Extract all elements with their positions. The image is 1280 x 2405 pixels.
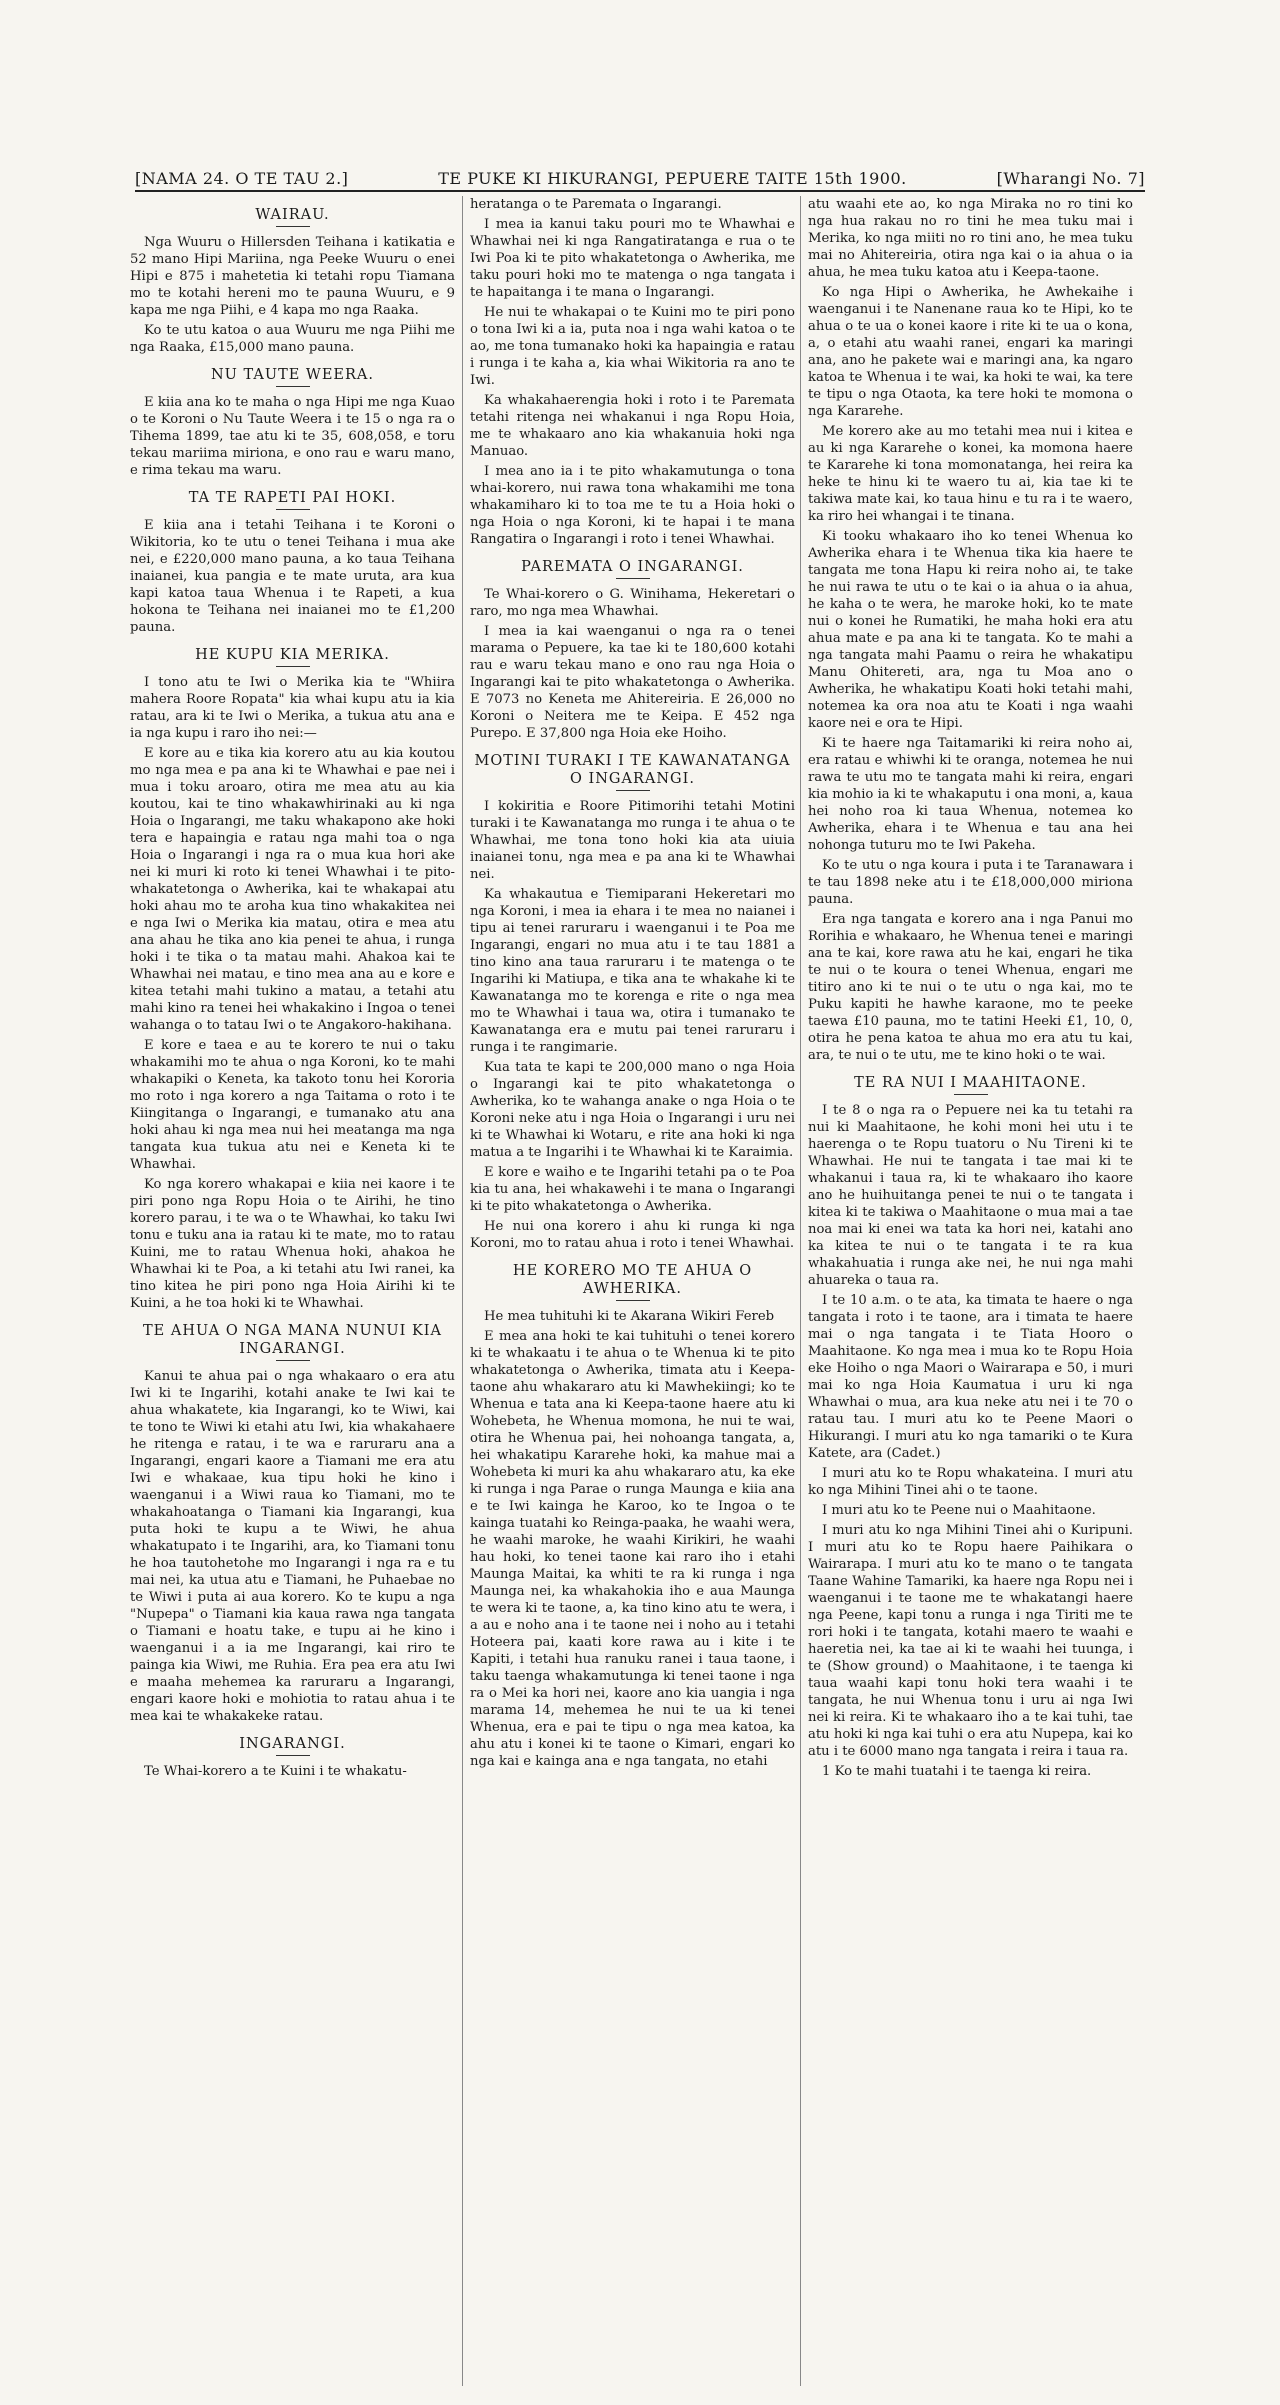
column-rule — [800, 196, 801, 2386]
paragraph: heratanga o te Paremata o Ingarangi. — [470, 197, 722, 212]
paragraph: E kiia ana ko te maha o nga Hipi me nga Kuao o te Koroni o Nu Taute Weera i te 15 o nga ra o Tihema 1899, tae atu ki te 35, 608,058, e toru tekau mariima miriona, e ono rau e waru mano, e rima tekau ma waru. — [130, 395, 455, 478]
paragraph: I te 8 o nga ra o Pepuere nei ka tu tetahi ra nui ki Maahitaone, he kohi moni hei utu i te haerenga o te Ropu tuatoru o Nu Tireni ki te Whawhai. He nui te tangata i tae mai ki te whakanui i taua ra, ki te whakaaro iho kaore ano he huihuitanga penei te nui o te tangata i kitea ki te takiwa o Maahitaone o mua mai a tae noa mai ki enei wa tata ka hori nei, katahi ano ka kitea te nui o te tangata i te ra kua whakahuatia i runga ake nei, he nui nga mahi ahuareka o taua ra. — [808, 1103, 1133, 1288]
issue-number: [NAMA 24. O TE TAU 2.] — [135, 169, 349, 188]
divider — [276, 1360, 310, 1361]
paper-title-date: TE PUKE KI HIKURANGI, PEPUERE TAITE 15th 1900. — [438, 169, 907, 188]
paragraph: Ki tooku whakaaro iho ko tenei Whenua ko Awherika ehara i te Whenua tika kia haere te tangata me tona Hapu ki reira noho ai, te take he nui rawa te utu o te kai o ia ahua o ia ahua, he kaha o te wera, he maroke hoki, ko te mate nui o konei he Rumatiki, he maha hoki era atu ahua mate e pa ana ki te tangata. Ko te mahi a nga tangata mahi Paamu o reira he whakatipu Manu Ohitereti, ara, nga tu Moa ano o Awherika, he whakatipu Koati hoki tetahi mahi, notemea ka ora noa atu te Koati i nga waahi kaore nei e ora te Hipi. — [808, 529, 1133, 731]
paragraph: Ko nga Hipi o Awherika, he Awhekaihe i waenganui i te Nanenane raua ko te Hipi, ko te ahua o te ua o konei kaore i rite ki te ua o kona, a, o etahi atu waahi ranei, engari ka maringi ana, ano he pakete wai e maringi ana, ka ngaro katoa te Whenua i te wai, ka hoki te wai, ka tere te tipu o nga Otaota, ka tere hoki te momona o nga Kararehe. — [808, 285, 1133, 419]
column-2 — [470, 196, 795, 2396]
article-title-wairau: WAIRAU. — [255, 207, 330, 223]
divider — [276, 386, 310, 387]
paragraph: Te Whai-korero o G. Winihama, Hekeretari o raro, mo nga mea Whawhai. — [470, 587, 795, 619]
paragraph: Ka whakahaerengia hoki i roto i te Paremata tetahi ritenga nei whakanui i nga Ropu Hoia, me te whakaaro ano kia whakanuia hoki nga Manuao. — [470, 393, 795, 459]
divider — [954, 1094, 988, 1095]
paragraph: Ko te utu katoa o aua Wuuru me nga Piihi me nga Raaka, £15,000 mano pauna. — [130, 323, 455, 355]
paragraph: Kua tata te kapi te 200,000 mano o nga Hoia o Ingarangi kai te pito whakatetonga o Awherika, ko te wahanga anake o nga Hoia o te Koroni neke atu i nga Hoia o Ingarangi i uru nei ki te Whawhai ki Wotaru, e rite ana hoki ki nga matua a te Ingarihi i te Whawhai ki te Karaimia. — [470, 1060, 795, 1160]
paragraph: I muri atu ko nga Mihini Tinei ahi o Kuripuni. I muri atu ko te Ropu haere Paihikara o Wairarapa. I muri atu ko te mano o te tangata Taane Wahine Tamariki, ka haere nga Ropu nei i waenganui i te taone me te whakatangi haere nga Peene, kapi tonu a runga i nga Tiriti me te rori hoki i te tangata, kotahi maero te waahi e haeretia nei, ka tae ai ki te waahi hei tuunga, i te (Show ground) o Maahitaone, i te taenga ki taua waahi kapi tonu hoki tera waahi i te tangata, he nui Whenua tonu i uru ai nga Iwi nei ki reira. Ki te whakaaro iho a te kai tuhi, tae atu hoki ki nga kai tuhi o era atu Nupepa, kai ko atu i te 6000 mano nga tangata i reira i taua ra. — [808, 1523, 1133, 1759]
paragraph: 1 Ko te mahi tuatahi i te taenga ki reira. — [822, 1764, 1092, 1779]
masthead — [135, 158, 1145, 192]
paragraph: I te 10 a.m. o te ata, ka timata te haere o nga tangata i roto i te taone, ara i timata te haere mai o nga tangata i te Tiata Hooro o Maahitaone. Ko nga mea i mua ko te Ropu Hoia eke Hoiho o nga Maori o Wairarapa e 50, i muri mai ko nga Hoia Kaumatua i uru ki nga Whawhai o mua, ara kua neke atu nei i te 70 o ratau tau. I muri atu ko te Peene Maori o Hikurangi. I muri atu ko nga tamariki o te Kura Katete, ara (Cadet.) — [808, 1293, 1133, 1461]
column-3 — [808, 196, 1133, 2396]
paragraph: He nui ona korero i ahu ki runga ki nga Koroni, mo to ratau ahua i roto i tenei Whawhai. — [470, 1219, 795, 1251]
divider — [616, 1300, 650, 1301]
paragraph: E kiia ana i tetahi Teihana i te Koroni o Wikitoria, ko te utu o tenei Teihana i mua ake nei, e £220,000 mano pauna, a ko taua Teihana inaianei, kua pangia e te mate uruta, ara kua kapi katoa taua Whenua i te Rapeti, a kua hokona te Teihana nei inaianei mo te £1,200 pauna. — [130, 518, 455, 635]
paragraph: Ki te haere nga Taitamariki ki reira noho ai, era ratau e whiwhi ki te oranga, notemea he nui rawa te utu mo te tangata mahi ki reira, engari kia mohio ia ki te whakaputu i ona moni, a, kaua hei noho roa ki taua Whenua, notemea ko Awherika, ehara i te Whenua e tau ana hei nohonga tuturu mo te Iwi Pakeha. — [808, 736, 1133, 853]
paragraph: Era nga tangata e korero ana i nga Panui mo Rorihia e whakaaro, he Whenua tenei e maringi ana te kai, kore rawa atu he kai, engari he tika te nui o te koura o tenei Whenua, engari me titiro ano ki te nui o te utu o nga kai, mo te Puku kapiti he hawhe karaone, mo te peeke taewa £10 pauna, mo te tatini Heeki £1, 10, 0, otira he pena katoa te ahua mo era atu tu kai, ara, te nui o te utu, me te kino hoki o te wai. — [808, 912, 1133, 1063]
article-title-ra-nui: TE RA NUI I MAAHITAONE. — [854, 1075, 1087, 1091]
paragraph: I mea ia kanui taku pouri mo te Whawhai e Whawhai nei ki nga Rangatiratanga e rua o te Iwi Poa ki te pito whakatetonga o Awherika, me taku pouri hoki mo te matenga o nga tangata i te hapaitanga i te mana o Ingarangi. — [470, 217, 795, 300]
paragraph: E kore e waiho e te Ingarihi tetahi pa o te Poa kia tu ana, hei whakawehi i te mana o Ingarangi ki te pito whakatetonga o Awherika. — [470, 1165, 795, 1214]
divider — [616, 578, 650, 579]
paragraph: He nui te whakapai o te Kuini mo te piri pono o tona Iwi ki a ia, puta noa i nga wahi katoa o te ao, me tona tumanako hoki ka hapaingia e ratau i runga i te kaha a, kia whai Wikitoria ra ano te Iwi. — [470, 305, 795, 388]
paragraph: Nga Wuuru o Hillersden Teihana i katikatia e 52 mano Hipi Mariina, nga Peeke Wuuru o enei Hipi e 875 i mahetetia ki tetahi ropu Tiamana mo te kotahi hereni mo te pauna Wuuru, e 9 kapa me nga Piihi, e 4 kapa mo nga Raaka. — [130, 235, 455, 318]
divider — [276, 1755, 310, 1756]
paragraph: Ka whakautua e Tiemiparani Hekeretari mo nga Koroni, i mea ia ehara i te mea no naianei i tipu ai tenei raruraru i waenganui i te Poa me Ingarangi, engari no mua atu i te tau 1881 a tino kino ana taua raruraru i te matenga o te Ingarihi ki Matiupa, e tika ana te whakahe ki te Kawanatanga mo te korenga e rite o nga mea mo te Whawhai i taua wa, otira i tumanako te Kawanatanga era e mutu pai tenei raruraru i runga i te rangimarie. — [470, 887, 795, 1055]
column-1 — [130, 196, 455, 2396]
paragraph: Ko te utu o nga koura i puta i te Taranawara i te tau 1898 neke atu i te £18,000,000 miriona pauna. — [808, 858, 1133, 907]
divider — [276, 666, 310, 667]
paragraph: E kore au e tika kia korero atu au kia koutou mo nga mea e pa ana ki te Whawhai e pae nei i mua i toku aroaro, otira me mea atu au kia koutou, kai te tino whakawhirinaki au ki nga Hoia o Ingarangi, me taku whakapono ake hoki tera e hapaingia e ratau nga mahi toa o nga Hoia o Ingarangi i nga ra o mua kua hori ake nei ki muri ki roto ki tenei Whawhai i te pito-whakatetonga o Awherika, kai te whakapai atu hoki ahau mo te aroha kua tino whakakitea nei e nga Iwi o Merika kia matau, otira e mea atu ana ahau he tika ano kia penei te ahua, i runga hoki i te tika o ta matau mahi. Ahakoa kai te Whawhai nei matau, e tino mea ana au e kore e kitea tetahi mahi tukino a matau, a tetahi atu mahi kino ra tenei hei whakakino i Ingoa o tenei wahanga o to tatau Iwi o te Angakoro-hakihana. — [130, 746, 455, 1033]
paragraph: I mea ano ia i te pito whakamutunga o tona whai-korero, nui rawa tona whakamihi me tona whakamiharo ki to toa me te tu a Hoia hoki o nga Hoia o nga Koroni, ki te hapai i te mana Rangatira o Ingarangi i roto i tenei Whawhai. — [470, 464, 795, 547]
paragraph: I mea ia kai waenganui o nga ra o tenei marama o Pepuere, ka tae ki te 180,600 kotahi rau e waru tekau mano e ono rau nga Hoia o Ingarangi kai te pito whakatetonga o Awherika. E 7073 no Keneta me Ahitereiria. E 26,000 no Koroni o Neitera me te Keipa. E 452 nga Purepo. E 37,800 nga Hoia eke Hoiho. — [470, 624, 795, 741]
article-title-ingarangi: INGARANGI. — [239, 1736, 346, 1752]
paragraph: I kokiritia e Roore Pitimorihi tetahi Motini turaki i te Kawanatanga mo runga i te ahua o te Whawhai, me tona tono hoki kia ata uiuia inaianei tonu, nga mea e pa ana ki te Whawhai nei. — [470, 799, 795, 882]
paragraph: E mea ana hoki te kai tuhituhi o tenei korero ki te whakaatu i te ahua o te Whenua ki te pito whakatetonga o Awherika, timata atu i Keepa-taone ahu whakararo atu ki Mawhekiingi; ko te Whenua e tata ana ki Keepa-taone haere atu ki Wohebeta, he Whenua momona, he nui te wai, otira he Whenua pai, hei nohoanga tangata, a, hei whakatipu Kararehe hoki, ka mahue mai a Wohebeta ki muri ka ahu whakararo atu, ka eke ki runga i nga Parae o runga Maunga e kiia ana e te Iwi kainga he Karoo, ko te Ingoa o te kainga tuatahi ko Reinga-paaka, he waahi wera, he waahi maroke, he waahi Kirikiri, he waahi hau hoki, ko tenei taone kai raro iho i etahi Maunga Maitai, ka whiti te ra ki runga i nga Maunga nei, ka whakahokia iho e aua Maunga te wera ki te taone, a, ka tino kino atu te wera, i a au e noho ana i te taone nei i noho au i tetahi Hoteera pai, kaati kore rawa au i kite i te Kapiti, i tetahi hua ranuku ranei i taua taone, i taku taenga whakamutunga ki tenei taone i nga ra o Mei ka hori nei, kaore ano kia uangia i nga marama 14, mehemea he nui te ua ki tenei Whenua, era e pai te tipu o nga mea katoa, ka ahu atu i konei ki te taone o Kimari, engari ko nga kai e kainga ana e nga tangata, no etahi — [470, 1329, 795, 1769]
paragraph: I tono atu te Iwi o Merika kia te "Whiira mahera Roore Ropata" kia whai kupu atu ia kia ratau, ara ki te Iwi o Merika, a tukua atu ana e ia nga kupu i raro iho nei:— — [130, 675, 455, 741]
article-title-ahua: TE AHUA O NGA MANA NUNUI KIA INGARANGI. — [143, 1323, 442, 1357]
article-title-taute: NU TAUTE WEERA. — [210, 367, 375, 383]
divider — [616, 790, 650, 791]
paragraph: Te Whai-korero a te Kuini i te whakatu- — [144, 1764, 407, 1779]
article-title-merika: HE KUPU KIA MERIKA. — [195, 647, 390, 663]
paragraph: I muri atu ko te Peene nui o Maahitaone. — [822, 1503, 1096, 1518]
paragraph: Ko nga korero whakapai e kiia nei kaore i te piri pono nga Ropu Hoia o te Airihi, he tino korero parau, i te wa o te Whawhai, ko taku Iwi tonu e tuku ana ia ratau ki te mate, mo to ratau Kuini, me to ratau Whenua hoki, ahakoa he Whawhai ki te Poa, a ki tetahi atu Iwi ranei, ka tino kitea he piri pono nga Hoia Airihi ki te Kuini, a he toa hoki ki te Whawhai. — [130, 1177, 455, 1311]
article-title-rapeti: TA TE RAPETI PAI HOKI. — [188, 490, 397, 506]
article-title-motini: MOTINI TURAKI I TE KAWANATANGA O INGARANGI. — [474, 753, 791, 787]
divider — [276, 509, 310, 510]
divider — [276, 226, 310, 227]
article-title-awherika: HE KORERO MO TE AHUA O AWHERIKA. — [512, 1263, 753, 1297]
column-rule — [462, 196, 463, 2386]
paragraph: Me korero ake au mo tetahi mea nui i kitea e au ki nga Kararehe o konei, ka momona haere te Kararehe ki tona momonatanga, hei reira ka heke te hinu ki te waero tu ai, kia tae ki te takiwa mate kai, ko taua hinu e tu ra i te waero, ka riro hei whangai i te tinana. — [808, 424, 1133, 524]
paragraph: E kore e taea e au te korero te nui o taku whakamihi mo te ahua o nga Koroni, ko te mahi whakapiki o Keneta, ka takoto tonu hei Kororia mo roto i nga korero a nga Taitama o roto i te Kiingitanga o Ingarangi, e tumanako atu ana hoki ahau ki nga mea nui hei meatanga ma nga tangata kua tukua atu nei e Keneta ki te Whawhai. — [130, 1038, 455, 1172]
paragraph: atu waahi ete ao, ko nga Miraka no ro tini ko nga hua rakau no ro tini he mea tuku mai i Merika, ko nga miiti no ro tini ano, he mea tuku mai no Ahitereiria, otira nga kai o ia ahua o ia ahua, he mea tuku katoa atu i Keepa-taone. — [808, 197, 1133, 280]
paragraph: I muri atu ko te Ropu whakateina. I muri atu ko nga Mihini Tinei ahi o te taone. — [808, 1466, 1133, 1498]
paragraph: Kanui te ahua pai o nga whakaaro o era atu Iwi ki te Ingarihi, kotahi anake te Iwi kai te ahua whakatete, kia Ingarangi, ko te Wiwi, kai te tono te Wiwi ki etahi atu Iwi, kia whakahaere he ritenga e ratau, i te wa e raruraru ana a Ingarangi, engari kaore a Tiamani me era atu Iwi e whakaae, kua tipu hoki he kino i waenganui i a Wiwi raua ko Tiamani, mo te whakahoatanga o Tiamani kia Ingarangi, kua puta hoki te kupu a te Wiwi, he ahua whakatupato i te Ingarihi, ara, ko Tiamani tonu he hoa tautohetohe mo Ingarangi i nga ra e tu mai nei, ka utua atu e Tiamani, he Puhaebae no te Wiwi i puta ai aua korero. Ko te kupu a nga "Nupepa" o Tiamani kia kaua rawa nga tangata o Tiamani e hoatu take, e tupu ai he kino i waenganui i a ia me Ingarangi, kai riro te painga kia Wiwi, me Ruhia. Era pea era atu Iwi e maaha mehemea ka raruraru a Ingarangi, engari kaore hoki e mohiotia to ratau ahua i te mea kai te whakakeke ratau. — [130, 1369, 455, 1724]
article-title-paremata: PAREMATA O INGARANGI. — [521, 559, 744, 575]
page-number: [Wharangi No. 7] — [996, 169, 1145, 188]
paragraph: He mea tuhituhi ki te Akarana Wikiri Fereb — [484, 1309, 775, 1324]
